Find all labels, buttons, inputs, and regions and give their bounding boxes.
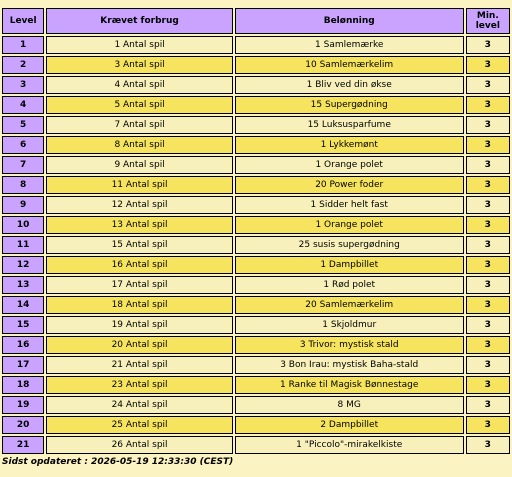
table-row: [2, 36, 510, 54]
header-reward: Belønning: [235, 8, 464, 34]
reward-cell: 1 Sidder helt fast: [235, 196, 464, 214]
reward-cell: 1 Bliv ved din økse: [235, 76, 464, 94]
table-row: [2, 276, 510, 294]
level-cell: 2: [2, 56, 44, 74]
min-level-cell: 3: [466, 436, 510, 454]
min-level-cell: 3: [466, 56, 510, 74]
table-row: [2, 256, 510, 274]
min-level-cell: 3: [466, 76, 510, 94]
min-level-cell: 3: [466, 136, 510, 154]
reward-cell: 10 Samlemærkelim: [235, 56, 464, 74]
requirement-cell: 11 Antal spil: [46, 176, 232, 194]
min-level-cell: 3: [466, 396, 510, 414]
requirement-cell: 15 Antal spil: [46, 236, 232, 254]
level-cell: 20: [2, 416, 44, 434]
reward-cell: 1 Ranke til Magisk Bønnestage: [235, 376, 464, 394]
level-cell: 9: [2, 196, 44, 214]
table-row: [2, 336, 510, 354]
table-body: [2, 36, 510, 454]
header-min-level: Min. level: [466, 8, 510, 34]
table-row: [2, 56, 510, 74]
reward-cell: 1 Orange polet: [235, 156, 464, 174]
requirement-cell: 23 Antal spil: [46, 376, 232, 394]
level-cell: 5: [2, 116, 44, 134]
table-header-row: [2, 8, 510, 34]
reward-cell: 1 Skjoldmur: [235, 316, 464, 334]
min-level-cell: 3: [466, 156, 510, 174]
level-cell: 21: [2, 436, 44, 454]
min-level-cell: 3: [466, 236, 510, 254]
reward-cell: 1 Rød polet: [235, 276, 464, 294]
level-cell: 10: [2, 216, 44, 234]
requirement-cell: 5 Antal spil: [46, 96, 232, 114]
last-updated-text: Sidst opdateret : 2026-05-19 12:33:30 (CEST): [2, 457, 234, 467]
requirement-cell: 25 Antal spil: [46, 416, 232, 434]
min-level-cell: 3: [466, 276, 510, 294]
requirement-cell: 8 Antal spil: [46, 136, 232, 154]
requirement-cell: 4 Antal spil: [46, 76, 232, 94]
reward-cell: 3 Bon Irau: mystisk Baha-stald: [235, 356, 464, 374]
min-level-cell: 3: [466, 96, 510, 114]
requirement-cell: 20 Antal spil: [46, 336, 232, 354]
reward-cell: 1 Lykkemønt: [235, 136, 464, 154]
reward-cell: 1 Samlemærke: [235, 36, 464, 54]
table-row: [2, 296, 510, 314]
level-cell: 4: [2, 96, 44, 114]
min-level-cell: 3: [466, 316, 510, 334]
table-row: [2, 236, 510, 254]
reward-cell: 3 Trivor: mystisk stald: [235, 336, 464, 354]
header-requirement: Krævet forbrug: [46, 8, 232, 34]
level-cell: 12: [2, 256, 44, 274]
requirement-cell: 1 Antal spil: [46, 36, 232, 54]
min-level-cell: 3: [466, 216, 510, 234]
requirement-cell: 13 Antal spil: [46, 216, 232, 234]
table-row: [2, 396, 510, 414]
requirement-cell: 12 Antal spil: [46, 196, 232, 214]
level-cell: 7: [2, 156, 44, 174]
table-row: [2, 76, 510, 94]
min-level-cell: 3: [466, 176, 510, 194]
level-cell: 14: [2, 296, 44, 314]
reward-cell: 1 Dampbillet: [235, 256, 464, 274]
reward-cell: 20 Samlemærkelim: [235, 296, 464, 314]
header-level: Level: [2, 8, 44, 34]
level-cell: 11: [2, 236, 44, 254]
table-row: [2, 216, 510, 234]
requirement-cell: 16 Antal spil: [46, 256, 232, 274]
min-level-cell: 3: [466, 256, 510, 274]
min-level-cell: 3: [466, 336, 510, 354]
table-row: [2, 116, 510, 134]
requirement-cell: 26 Antal spil: [46, 436, 232, 454]
level-cell: 18: [2, 376, 44, 394]
level-cell: 6: [2, 136, 44, 154]
level-cell: 3: [2, 76, 44, 94]
reward-cell: 25 susis supergødning: [235, 236, 464, 254]
level-cell: 8: [2, 176, 44, 194]
requirement-cell: 21 Antal spil: [46, 356, 232, 374]
table-row: [2, 176, 510, 194]
reward-cell: 20 Power foder: [235, 176, 464, 194]
reward-cell: 1 "Piccolo"-mirakelkiste: [235, 436, 464, 454]
level-cell: 19: [2, 396, 44, 414]
table-row: [2, 316, 510, 334]
min-level-cell: 3: [466, 376, 510, 394]
table-row: [2, 356, 510, 374]
level-cell: 15: [2, 316, 44, 334]
reward-cell: 1 Orange polet: [235, 216, 464, 234]
min-level-cell: 3: [466, 296, 510, 314]
requirement-cell: 17 Antal spil: [46, 276, 232, 294]
requirement-cell: 7 Antal spil: [46, 116, 232, 134]
table-row: [2, 416, 510, 434]
level-cell: 1: [2, 36, 44, 54]
table-row: [2, 156, 510, 174]
table-row: [2, 196, 510, 214]
level-rewards-table: [0, 6, 512, 456]
requirement-cell: 3 Antal spil: [46, 56, 232, 74]
min-level-cell: 3: [466, 36, 510, 54]
reward-cell: 8 MG: [235, 396, 464, 414]
reward-cell: 2 Dampbillet: [235, 416, 464, 434]
requirement-cell: 19 Antal spil: [46, 316, 232, 334]
requirement-cell: 24 Antal spil: [46, 396, 232, 414]
requirement-cell: 9 Antal spil: [46, 156, 232, 174]
min-level-cell: 3: [466, 356, 510, 374]
table-row: [2, 436, 510, 454]
table-row: [2, 96, 510, 114]
table-row: [2, 136, 510, 154]
min-level-cell: 3: [466, 416, 510, 434]
level-cell: 17: [2, 356, 44, 374]
min-level-cell: 3: [466, 196, 510, 214]
min-level-cell: 3: [466, 116, 510, 134]
level-cell: 16: [2, 336, 44, 354]
reward-cell: 15 Luksusparfume: [235, 116, 464, 134]
level-cell: 13: [2, 276, 44, 294]
table-row: [2, 376, 510, 394]
reward-cell: 15 Supergødning: [235, 96, 464, 114]
requirement-cell: 18 Antal spil: [46, 296, 232, 314]
